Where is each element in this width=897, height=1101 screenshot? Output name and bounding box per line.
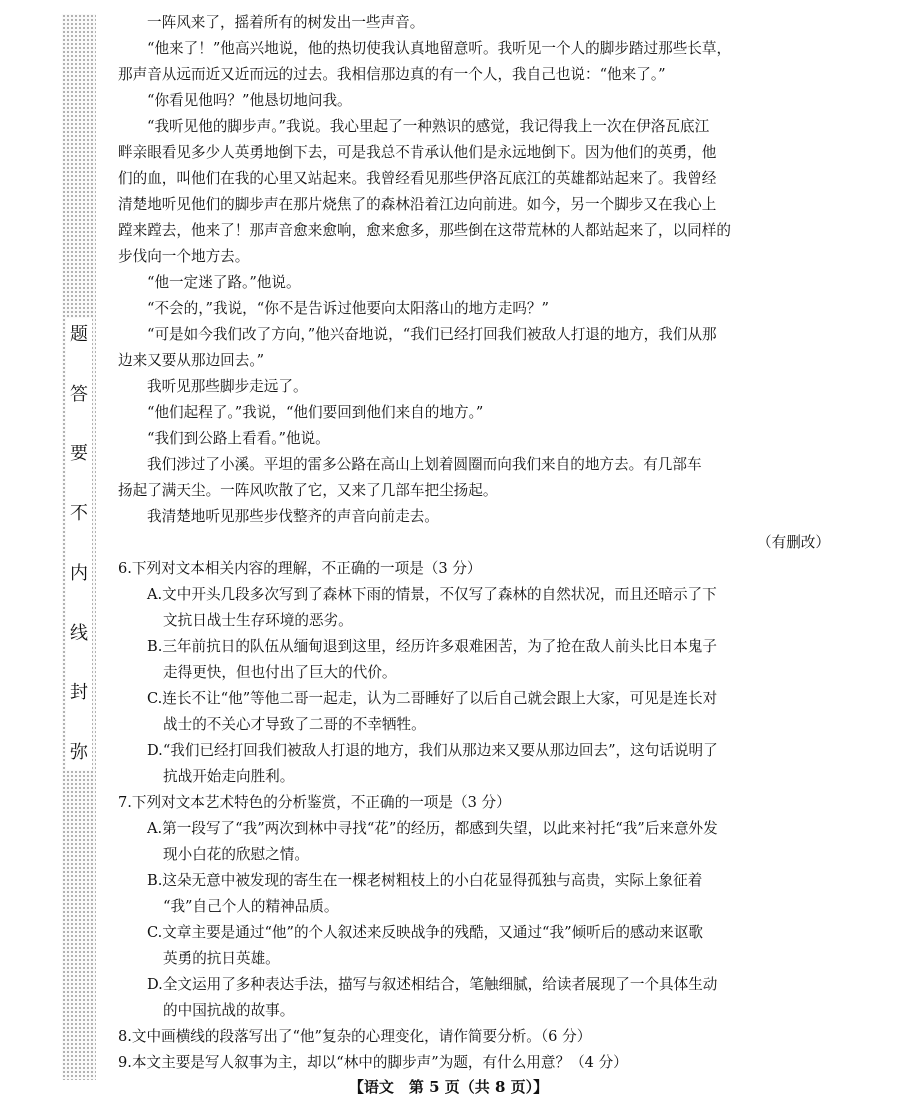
notice-char: 内: [70, 562, 88, 584]
question-6-option-b: B.三年前抗日的队伍从缅甸退到这里，经历许多艰难困苦，为了抢在敌人前头比日本鬼子: [147, 638, 717, 655]
notice-char: 题: [70, 324, 88, 345]
question-7-option-c: 英勇的抗日英雄。: [163, 950, 280, 967]
question-6-option-c: C.连长不让“他”等他二哥一起走，认为二哥睡好了以后自己就会跟上大家，可见是连长对: [147, 690, 718, 707]
story-line: 我们涉过了小溪。平坦的雷多公路在高山上划着圆圈而向我们来自的地方去。有几部车: [147, 456, 702, 473]
story-line: “他们起程了。”我说，“他们要回到他们来自的地方。”: [147, 404, 484, 421]
question-6-option-b: 走得更快，但也付出了巨大的代价。: [163, 664, 397, 681]
story-line: “我们到公路上看看。”他说。: [147, 430, 330, 447]
story-line: 那声音从远而近又近而远的过去。我相信那边真的有一个人，我自己也说：“他来了。”: [118, 66, 666, 83]
story-line: 我清楚地听见那些步伐整齐的声音向前走去。: [147, 508, 439, 525]
notice-char: 封: [70, 682, 88, 704]
story-line: “他来了！”他高兴地说，他的热切使我认真地留意听。我听见一个人的脚步踏过那些长草，: [147, 40, 732, 57]
story-line: 畔亲眼看见多少人英勇地倒下去，可是我总不肯承认他们是永远地倒下。因为他们的英勇，他: [118, 144, 717, 161]
story-line: 蹚来蹚去，他来了！那声音愈来愈响，愈来愈多，那些倒在这带荒林的人都站起来了，以同样的: [118, 222, 731, 239]
notice-char: 要: [70, 443, 88, 465]
question-6-option-c: 战士的不关心才导致了二哥的不幸牺牲。: [163, 716, 426, 733]
notice-char: 答: [70, 383, 88, 405]
question-6-option-a: A.文中开头几段多次写到了森林下雨的情景，不仅写了森林的自然状况，而且还暗示了下: [147, 586, 717, 603]
story-line: 步伐向一个地方去。: [118, 248, 250, 265]
notice-char: 线: [70, 622, 88, 644]
question-7-option-b: “我”自己个人的精神品质。: [163, 898, 339, 915]
story-line: “你看见他吗？”他恳切地问我。: [147, 92, 352, 109]
notice-char: 弥: [70, 741, 88, 763]
question-7-option-c: C.文章主要是通过“他”的个人叙述来反映战争的残酷，又通过“我”倾听后的感动来讴歌: [147, 924, 703, 941]
story-line: 们的血，叫他们在我的心里又站起来。我曾经看见那些伊洛瓦底江的英雄都站起来了。我曾经: [118, 170, 717, 187]
question-6-stem: 6.下列对文本相关内容的理解，不正确的一项是（3 分）: [118, 560, 482, 577]
story-line: “他一定迷了路。”他说。: [147, 274, 301, 291]
story-line: “不会的，”我说，“你不是告诉过他要向太阳落山的地方走吗？”: [147, 300, 549, 317]
story-line: 我听见那些脚步走远了。: [147, 378, 308, 395]
question-7-option-d: D.全文运用了多种表达手法，描写与叙述相结合，笔触细腻，给读者展现了一个具体生动: [147, 976, 718, 993]
question-6-option-a: 文抗日战士生存环境的恶劣。: [163, 612, 353, 629]
notice-char: 不: [70, 503, 88, 525]
question-7-option-b: B.这朵无意中被发现的寄生在一棵老树粗枝上的小白花显得孤独与高贵，实际上象征着: [147, 872, 703, 889]
story-line: “我听见他的脚步声。”我说。我心里起了一种熟识的感觉，我记得我上一次在伊洛瓦底江: [147, 118, 710, 135]
story-line: “可是如今我们改了方向，”他兴奋地说，“我们已经打回我们被敌人打退的地方，我们从那: [147, 326, 717, 343]
source-note: （有删改）: [757, 534, 830, 551]
story-line: 边来又要从那边回去。”: [118, 352, 265, 369]
question-8: 8.文中画横线的段落写出了“他”复杂的心理变化，请作简要分析。（6 分）: [118, 1028, 592, 1045]
story-line: 清楚地听见他们的脚步声在那片烧焦了的森林沿着江边向前进。如今，另一个脚步又在我心上: [118, 196, 717, 213]
story-line: 扬起了满天尘。一阵风吹散了它，又来了几部车把尘扬起。: [118, 482, 498, 499]
question-7-option-d: 的中国抗战的故事。: [163, 1002, 295, 1019]
seal-line-notice: [66, 318, 92, 770]
story-line: 一阵风来了，摇着所有的树发出一些声音。: [147, 14, 425, 31]
question-6-option-d: D.“我们已经打回我们被敌人打退的地方，我们从那边来又要从那边回去”，这句话说明了: [147, 742, 718, 759]
question-7-option-a: A.第一段写了“我”两次到林中寻找“花”的经历，都感到失望，以此来衬托“我”后来意外发: [147, 820, 718, 837]
question-7-stem: 7.下列对文本艺术特色的分析鉴赏，不正确的一项是（3 分）: [118, 794, 511, 811]
page-footer: 【语文 第 5 页（共 8 页）】: [348, 1078, 549, 1096]
question-6-option-d: 抗战开始走向胜利。: [163, 768, 295, 785]
question-9: 9.本文主要是写人叙事为主，却以“林中的脚步声”为题，有什么用意？（4 分）: [118, 1054, 628, 1071]
question-7-option-a: 现小白花的欣慰之情。: [163, 846, 309, 863]
